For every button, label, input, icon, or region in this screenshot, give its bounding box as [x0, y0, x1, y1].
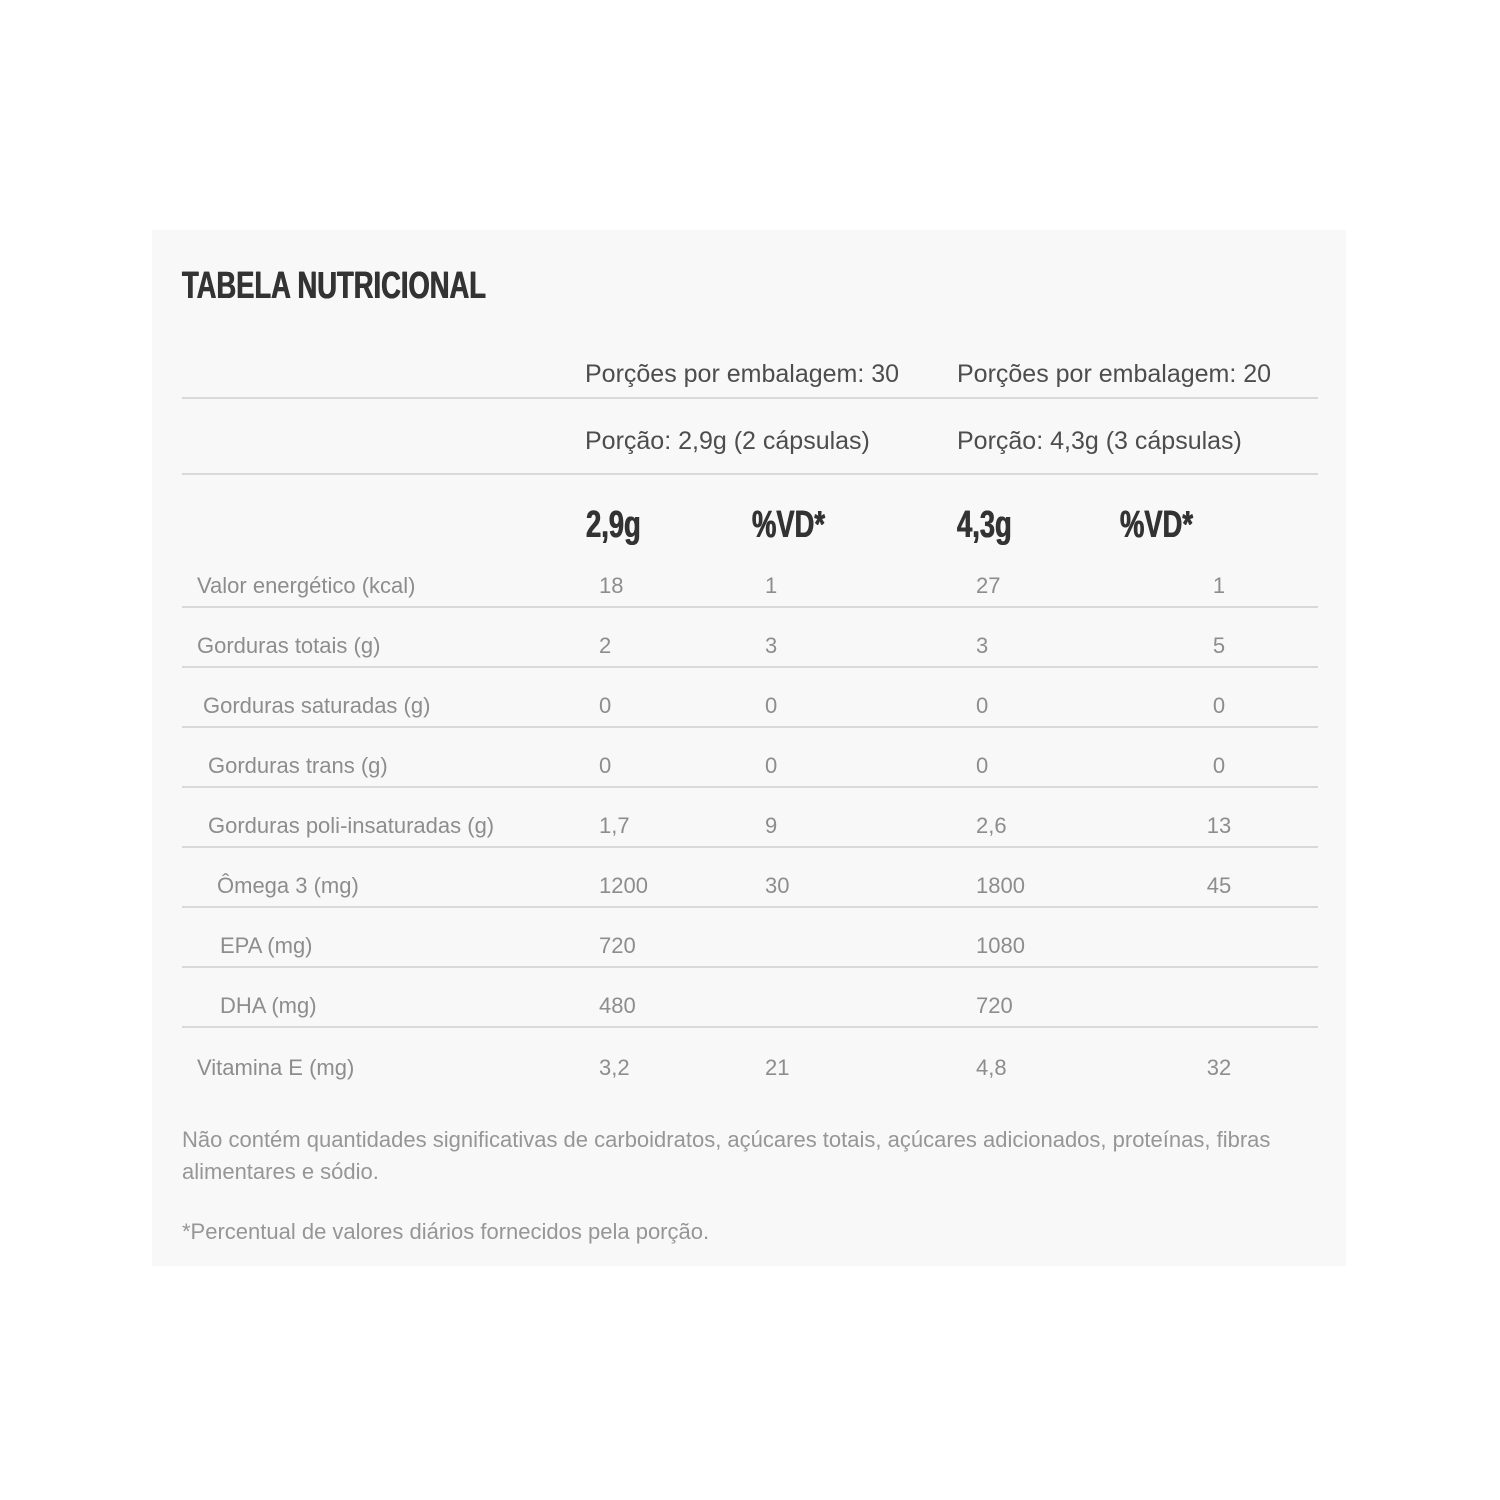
column-header-serving-1: 2,9g	[586, 504, 641, 546]
portion-left: Porção: 2,9g (2 cápsulas)	[585, 399, 957, 475]
table-row-valor-energetico	[182, 547, 1318, 608]
row-value: 1080	[976, 933, 1025, 958]
row-value: 720	[599, 933, 636, 958]
row-value: 1800	[976, 873, 1025, 898]
table-row-gorduras-poli-insaturadas	[182, 788, 1318, 848]
row-value: 1	[1212, 573, 1226, 598]
servings-per-pack-row	[182, 360, 1318, 399]
row-value: 3	[976, 633, 989, 658]
row-label: DHA (mg)	[220, 993, 317, 1018]
row-value	[752, 1019, 957, 1026]
row-value: 0	[765, 753, 778, 778]
row-label: Valor energético (kcal)	[197, 573, 416, 598]
note-daily-value-footnote: *Percentual de valores diários fornecidos pela porção.	[182, 1219, 710, 1244]
table-row-omega-3	[182, 848, 1318, 908]
column-headers-row	[182, 475, 1318, 547]
row-value: 0	[599, 753, 612, 778]
table-row-dha	[182, 968, 1318, 1028]
row-value: 2	[599, 633, 612, 658]
row-value: 45	[1206, 873, 1232, 898]
row-label: Gorduras totais (g)	[197, 633, 381, 658]
row-value: 0	[1212, 693, 1226, 718]
row-value: 0	[976, 693, 989, 718]
table-row-epa	[182, 908, 1318, 968]
title-row	[182, 266, 1346, 306]
row-value: 1,7	[599, 813, 630, 838]
row-label: EPA (mg)	[220, 933, 313, 958]
row-value	[1120, 1019, 1318, 1026]
row-value: 3	[765, 633, 778, 658]
row-value: 27	[976, 573, 1001, 598]
table-row-gorduras-totais	[182, 608, 1318, 668]
row-value	[1120, 959, 1318, 966]
portion-row-spacer	[182, 399, 585, 475]
servings-row-spacer	[182, 360, 585, 399]
table-row-gorduras-saturadas	[182, 668, 1318, 728]
servings-per-pack-right: Porções por embalagem: 20	[957, 360, 1318, 399]
row-value: 18	[599, 573, 624, 598]
page-title-text: TABELA NUTRICIONAL	[182, 265, 486, 307]
row-value: 480	[599, 993, 636, 1018]
column-header-vd-1: %VD*	[752, 504, 825, 546]
row-label: Ômega 3 (mg)	[217, 873, 359, 898]
row-value: 0	[599, 693, 612, 718]
row-value: 0	[976, 753, 989, 778]
column-headers-spacer	[182, 503, 585, 547]
row-label: Gorduras trans (g)	[208, 753, 388, 778]
table-row-gorduras-trans	[182, 728, 1318, 788]
row-value: 30	[765, 873, 790, 898]
note-no-significant-amounts: Não contém quantidades significativas de carboidratos, açúcares totais, açúcares adicionados, proteínas, fibras alimentares e sódio.	[182, 1127, 1271, 1184]
nutrition-panel	[152, 230, 1346, 1266]
page-title	[182, 266, 1346, 306]
row-value: 5	[1212, 633, 1226, 658]
row-value: 720	[976, 993, 1013, 1018]
column-header-serving-2: 4,3g	[957, 504, 1012, 546]
row-value: 0	[1212, 753, 1226, 778]
row-value: 1200	[599, 873, 648, 898]
row-label: Gorduras poli-insaturadas (g)	[208, 813, 495, 838]
row-label: Gorduras saturadas (g)	[203, 693, 431, 718]
row-value: 2,6	[976, 813, 1007, 838]
row-value: 13	[1206, 813, 1232, 838]
row-value: 32	[1206, 1055, 1232, 1080]
row-label: Vitamina E (mg)	[197, 1055, 355, 1080]
servings-per-pack-left: Porções por embalagem: 30	[585, 360, 957, 399]
row-value: 0	[765, 693, 778, 718]
row-value: 9	[765, 813, 778, 838]
row-value: 4,8	[976, 1055, 1007, 1080]
row-value: 21	[765, 1055, 790, 1080]
row-value	[752, 959, 957, 966]
row-value: 1	[765, 573, 778, 598]
row-value: 3,2	[599, 1055, 630, 1080]
table-row-vitamina-e	[182, 1028, 1318, 1088]
column-header-vd-2: %VD*	[1120, 504, 1193, 546]
portion-right: Porção: 4,3g (3 cápsulas)	[957, 399, 1318, 475]
portion-row	[182, 399, 1318, 475]
